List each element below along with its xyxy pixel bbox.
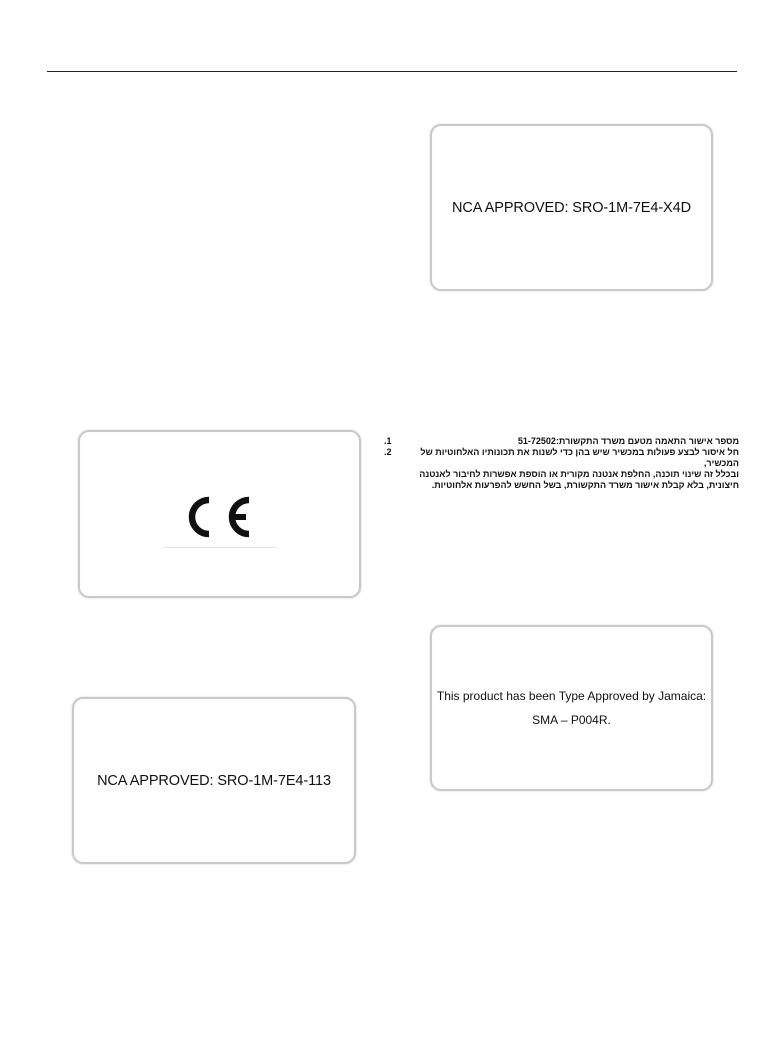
hebrew-item-1-line-1: מספר אישור התאמה מטעם משרד התקשורת:51-72502 [517,436,739,446]
hebrew-item-2-number: .2 [384,447,392,457]
nca-approval-label-bottom [72,697,356,864]
hebrew-item-2 [384,447,739,491]
jamaica-approval-line-2: SMA – P004R. [532,713,611,727]
hebrew-item-2-line-2: ובכלל זה שינוי תוכנה, החלפת אנטנה מקורית או הוספת אפשרות לחיבור לאנטנה [419,469,739,479]
hebrew-regulatory-notice [384,436,739,491]
ce-mark-label [78,430,361,598]
nca-approval-text-top: NCA APPROVED: SRO-1M-7E4-X4D [452,199,691,216]
jamaica-approval-line-1: This product has been Type Approved by Jamaica: [436,689,707,703]
hebrew-item-1 [384,436,739,447]
hebrew-item-2-line-1: חל איסור לבצע פעולות במכשיר שיש בהן כדי לשנות את תכונותיו האלחוטיות של המכשיר, [420,447,739,468]
jamaica-approval-label [430,625,713,791]
header-rule [47,71,737,72]
hebrew-item-1-number: .1 [384,436,392,446]
ce-mark-logo [164,486,276,548]
hebrew-item-2-line-3: חיצונית, בלא קבלת אישור משרד התקשורת, בשל החשש להפרעות אלחוטיות. [431,480,739,490]
nca-approval-text-bottom: NCA APPROVED: SRO-1M-7E4-113 [97,772,331,789]
nca-approval-label-top [430,124,713,291]
